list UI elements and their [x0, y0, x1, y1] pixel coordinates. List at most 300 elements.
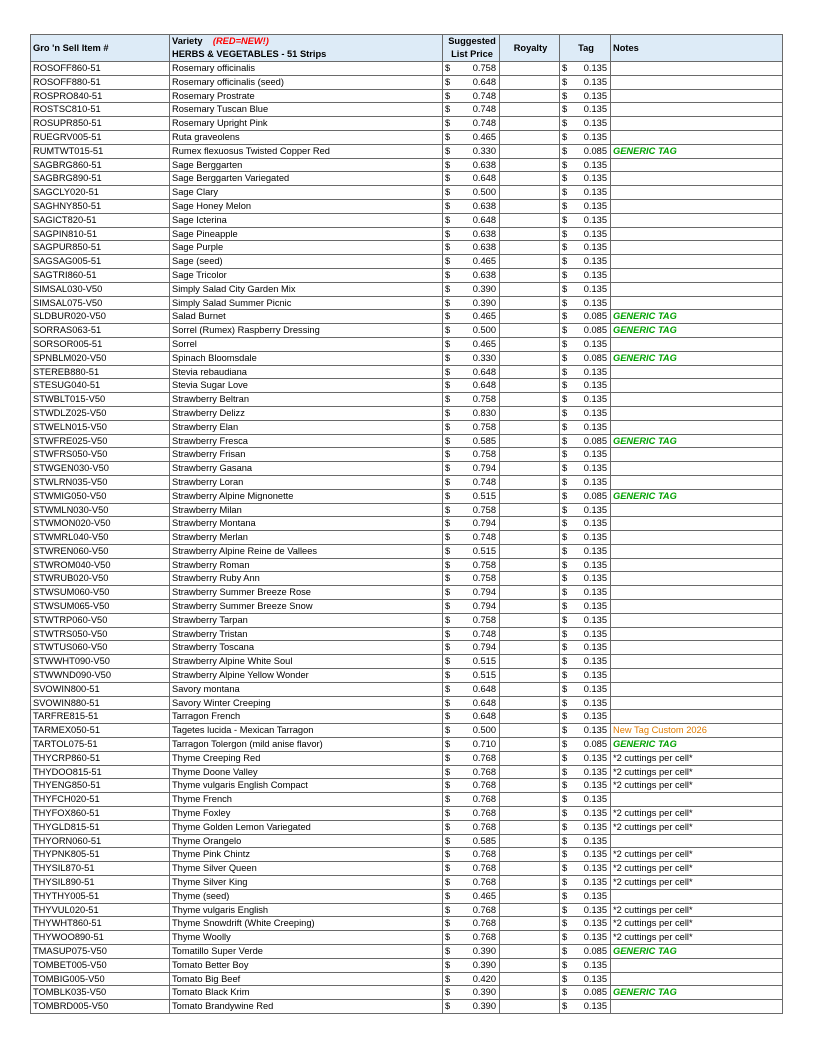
currency-symbol: $: [562, 559, 568, 570]
currency-symbol: $: [562, 821, 568, 832]
currency-symbol: $: [562, 877, 568, 888]
tag-cell: [560, 917, 611, 931]
table-row: [31, 75, 783, 89]
price-cell: [443, 779, 500, 793]
tag-value: 0.135: [583, 504, 607, 515]
currency-symbol: $: [445, 766, 451, 777]
price-cell: [443, 972, 500, 986]
item-number-cell: SPNBLM020-V50: [31, 351, 170, 365]
price-value: 0.758: [472, 504, 496, 515]
variety-cell: Sage Clary: [170, 186, 443, 200]
tag-cell: [560, 517, 611, 531]
currency-symbol: $: [445, 794, 451, 805]
variety-cell: Spinach Bloomsdale: [170, 351, 443, 365]
variety-cell: Thyme Doone Valley: [170, 765, 443, 779]
price-cell: [443, 117, 500, 131]
price-cell: [443, 531, 500, 545]
price-value: 0.330: [472, 145, 496, 156]
table-row: [31, 544, 783, 558]
royalty-cell: [500, 503, 560, 517]
currency-symbol: $: [445, 407, 451, 418]
tag-cell: [560, 420, 611, 434]
price-value: 0.500: [472, 325, 496, 336]
currency-symbol: $: [445, 131, 451, 142]
tag-cell: [560, 144, 611, 158]
price-value: 0.794: [472, 642, 496, 653]
tag-cell: [560, 475, 611, 489]
variety-cell: Strawberry Milan: [170, 503, 443, 517]
price-value: 0.768: [472, 752, 496, 763]
notes-cell: [611, 448, 783, 462]
price-value: 0.748: [472, 476, 496, 487]
variety-cell: Tomato Black Krim: [170, 986, 443, 1000]
royalty-cell: [500, 876, 560, 890]
header-price: [443, 35, 500, 62]
notes-cell: [611, 379, 783, 393]
tag-cell: [560, 227, 611, 241]
royalty-cell: [500, 669, 560, 683]
variety-cell: Rosemary officinalis (seed): [170, 75, 443, 89]
tag-cell: [560, 158, 611, 172]
price-value: 0.390: [472, 283, 496, 294]
tag-cell: [560, 779, 611, 793]
royalty-cell: [500, 296, 560, 310]
price-cell: [443, 172, 500, 186]
tag-value: 0.135: [583, 711, 607, 722]
royalty-cell: [500, 917, 560, 931]
currency-symbol: $: [562, 380, 568, 391]
table-row: [31, 379, 783, 393]
currency-symbol: $: [445, 325, 451, 336]
notes-cell: [611, 820, 783, 834]
variety-cell: Strawberry Tarpan: [170, 613, 443, 627]
item-number-cell: SVOWIN800-51: [31, 682, 170, 696]
variety-cell: Rosemary officinalis: [170, 62, 443, 76]
price-value: 0.794: [472, 587, 496, 598]
currency-symbol: $: [445, 932, 451, 943]
variety-cell: Strawberry Toscana: [170, 641, 443, 655]
price-cell: [443, 627, 500, 641]
currency-symbol: $: [562, 959, 568, 970]
table-row: [31, 144, 783, 158]
tag-value: 0.135: [583, 559, 607, 570]
tag-value: 0.135: [583, 601, 607, 612]
price-value: 0.758: [472, 449, 496, 460]
currency-symbol: $: [562, 504, 568, 515]
notes-cell: [611, 144, 783, 158]
currency-symbol: $: [445, 628, 451, 639]
price-value: 0.648: [472, 173, 496, 184]
tag-value: 0.085: [583, 946, 607, 956]
notes-cell: [611, 669, 783, 683]
notes-text: *2 cuttings per cell*: [613, 877, 693, 888]
price-cell: [443, 807, 500, 821]
royalty-cell: [500, 724, 560, 738]
price-value: 0.758: [472, 573, 496, 584]
notes-cell: [611, 462, 783, 476]
item-number-cell: TOMBLK035-V50: [31, 986, 170, 1000]
royalty-cell: [500, 641, 560, 655]
royalty-cell: [500, 158, 560, 172]
tag-value: 0.135: [583, 187, 607, 198]
table-row: [31, 586, 783, 600]
currency-symbol: $: [562, 187, 568, 198]
table-row: [31, 462, 783, 476]
notes-cell: [611, 365, 783, 379]
currency-symbol: $: [562, 283, 568, 294]
royalty-cell: [500, 889, 560, 903]
tag-value: 0.135: [583, 628, 607, 639]
currency-symbol: $: [445, 476, 451, 487]
notes-cell: [611, 213, 783, 227]
price-cell: [443, 103, 500, 117]
table-row: [31, 296, 783, 310]
price-value: 0.515: [472, 670, 496, 681]
royalty-cell: [500, 282, 560, 296]
royalty-cell: [500, 986, 560, 1000]
tag-cell: [560, 282, 611, 296]
table-row: [31, 186, 783, 200]
tag-value: 0.135: [583, 849, 607, 860]
table-row: [31, 669, 783, 683]
tag-cell: [560, 324, 611, 338]
price-cell: [443, 517, 500, 531]
table-row: [31, 489, 783, 503]
price-value: 0.648: [472, 697, 496, 708]
price-cell: [443, 324, 500, 338]
notes-cell: [611, 862, 783, 876]
tag-cell: [560, 972, 611, 986]
price-value: 0.638: [472, 159, 496, 170]
royalty-cell: [500, 945, 560, 959]
variety-cell: Sage Berggarten Variegated: [170, 172, 443, 186]
currency-symbol: $: [562, 200, 568, 211]
royalty-cell: [500, 807, 560, 821]
price-cell: [443, 889, 500, 903]
table-row: [31, 282, 783, 296]
royalty-cell: [500, 393, 560, 407]
item-number-cell: STWMLN030-V50: [31, 503, 170, 517]
price-cell: [443, 351, 500, 365]
item-number-cell: STWWND090-V50: [31, 669, 170, 683]
item-number-cell: ROSOFF880-51: [31, 75, 170, 89]
royalty-cell: [500, 462, 560, 476]
tag-cell: [560, 751, 611, 765]
table-row: [31, 848, 783, 862]
currency-symbol: $: [562, 739, 568, 750]
currency-symbol: $: [445, 739, 451, 750]
tag-value: 0.135: [583, 269, 607, 280]
price-value: 0.648: [472, 76, 496, 87]
price-cell: [443, 503, 500, 517]
tag-cell: [560, 724, 611, 738]
currency-symbol: $: [445, 435, 451, 446]
table-row: [31, 503, 783, 517]
price-cell: [443, 572, 500, 586]
price-value: 0.638: [472, 269, 496, 280]
notes-cell: [611, 724, 783, 738]
item-number-cell: SAGPUR850-51: [31, 241, 170, 255]
notes-cell: [611, 158, 783, 172]
item-number-cell: SORSOR005-51: [31, 337, 170, 351]
price-cell: [443, 144, 500, 158]
table-body: [31, 62, 783, 1014]
variety-cell: Rosemary Prostrate: [170, 89, 443, 103]
tag-cell: [560, 186, 611, 200]
item-number-cell: THYWOO890-51: [31, 931, 170, 945]
currency-symbol: $: [445, 283, 451, 294]
table-row: [31, 751, 783, 765]
currency-symbol: $: [562, 794, 568, 805]
currency-symbol: $: [562, 628, 568, 639]
price-value: 0.768: [472, 918, 496, 929]
currency-symbol: $: [562, 863, 568, 874]
price-value: 0.465: [472, 338, 496, 349]
notes-cell: [611, 89, 783, 103]
item-number-cell: TOMBIG005-V50: [31, 972, 170, 986]
tag-cell: [560, 931, 611, 945]
currency-symbol: $: [562, 449, 568, 460]
currency-symbol: $: [445, 959, 451, 970]
notes-cell: [611, 393, 783, 407]
price-cell: [443, 765, 500, 779]
notes-text: *2 cuttings per cell*: [613, 821, 693, 832]
currency-symbol: $: [562, 118, 568, 129]
royalty-cell: [500, 475, 560, 489]
notes-cell: [611, 958, 783, 972]
price-value: 0.515: [472, 545, 496, 556]
notes-text: *2 cuttings per cell*: [613, 780, 693, 791]
price-cell: [443, 296, 500, 310]
currency-symbol: $: [445, 559, 451, 570]
tag-value: 0.135: [583, 973, 607, 984]
notes-cell: [611, 186, 783, 200]
royalty-cell: [500, 103, 560, 117]
item-number-cell: THYFCH020-51: [31, 793, 170, 807]
tag-value: 0.085: [583, 739, 607, 750]
currency-symbol: $: [445, 1001, 451, 1012]
variety-cell: Savory montana: [170, 682, 443, 696]
tag-cell: [560, 807, 611, 821]
price-cell: [443, 862, 500, 876]
royalty-cell: [500, 365, 560, 379]
currency-symbol: $: [445, 532, 451, 543]
item-number-cell: STWDLZ025-V50: [31, 406, 170, 420]
currency-symbol: $: [445, 545, 451, 556]
variety-cell: Thyme Woolly: [170, 931, 443, 945]
currency-symbol: $: [445, 63, 451, 73]
notes-cell: [611, 503, 783, 517]
item-number-cell: SIMSAL030-V50: [31, 282, 170, 296]
table-row: [31, 682, 783, 696]
currency-symbol: $: [562, 325, 568, 336]
table-row: [31, 834, 783, 848]
table-row: [31, 641, 783, 655]
royalty-cell: [500, 682, 560, 696]
price-value: 0.638: [472, 200, 496, 211]
item-number-cell: STWREN060-V50: [31, 544, 170, 558]
currency-symbol: $: [445, 311, 451, 322]
notes-cell: [611, 655, 783, 669]
currency-symbol: $: [445, 656, 451, 667]
notes-cell: [611, 848, 783, 862]
price-cell: [443, 793, 500, 807]
price-cell: [443, 876, 500, 890]
tag-value: 0.135: [583, 808, 607, 819]
currency-symbol: $: [562, 904, 568, 915]
tag-value: 0.135: [583, 173, 607, 184]
currency-symbol: $: [445, 711, 451, 722]
notes-cell: [611, 310, 783, 324]
currency-symbol: $: [445, 256, 451, 267]
header-notes: Notes: [611, 35, 783, 62]
tag-cell: [560, 986, 611, 1000]
currency-symbol: $: [445, 173, 451, 184]
table-row: [31, 627, 783, 641]
tag-cell: [560, 586, 611, 600]
item-number-cell: SAGPIN810-51: [31, 227, 170, 241]
notes-cell: [611, 199, 783, 213]
price-value: 0.390: [472, 987, 496, 998]
currency-symbol: $: [562, 256, 568, 267]
item-number-cell: STWMON020-V50: [31, 517, 170, 531]
currency-symbol: $: [445, 904, 451, 915]
currency-symbol: $: [445, 987, 451, 998]
notes-cell: [611, 986, 783, 1000]
notes-cell: [611, 765, 783, 779]
variety-cell: Sorrel (Rumex) Raspberry Dressing: [170, 324, 443, 338]
notes-text: GENERIC TAG: [613, 987, 677, 998]
table-row: [31, 903, 783, 917]
table-row: [31, 337, 783, 351]
currency-symbol: $: [445, 490, 451, 501]
tag-value: 0.135: [583, 214, 607, 225]
notes-cell: [611, 613, 783, 627]
variety-cell: Sage Purple: [170, 241, 443, 255]
tag-cell: [560, 241, 611, 255]
tag-value: 0.135: [583, 863, 607, 874]
price-value: 0.768: [472, 821, 496, 832]
royalty-cell: [500, 324, 560, 338]
royalty-cell: [500, 255, 560, 269]
item-number-cell: TOMBRD005-V50: [31, 1000, 170, 1014]
currency-symbol: $: [562, 104, 568, 115]
currency-symbol: $: [445, 228, 451, 239]
price-value: 0.768: [472, 877, 496, 888]
currency-symbol: $: [562, 587, 568, 598]
item-number-cell: THYGLD815-51: [31, 820, 170, 834]
table-row: [31, 268, 783, 282]
price-value: 0.768: [472, 766, 496, 777]
tag-value: 0.135: [583, 725, 607, 736]
royalty-cell: [500, 779, 560, 793]
currency-symbol: $: [445, 269, 451, 280]
notes-cell: [611, 255, 783, 269]
royalty-cell: [500, 434, 560, 448]
variety-cell: Sage Berggarten: [170, 158, 443, 172]
price-value: 0.465: [472, 311, 496, 322]
currency-symbol: $: [562, 697, 568, 708]
variety-cell: Salad Burnet: [170, 310, 443, 324]
price-cell: [443, 820, 500, 834]
notes-cell: [611, 227, 783, 241]
notes-text: GENERIC TAG: [613, 946, 677, 956]
price-value: 0.500: [472, 187, 496, 198]
table-row: [31, 986, 783, 1000]
item-number-cell: THYFOX860-51: [31, 807, 170, 821]
tag-cell: [560, 945, 611, 959]
tag-value: 0.135: [583, 959, 607, 970]
item-number-cell: TMASUP075-V50: [31, 945, 170, 959]
tag-cell: [560, 62, 611, 76]
currency-symbol: $: [562, 683, 568, 694]
royalty-cell: [500, 75, 560, 89]
price-cell: [443, 945, 500, 959]
tag-cell: [560, 296, 611, 310]
royalty-cell: [500, 793, 560, 807]
tag-cell: [560, 738, 611, 752]
price-cell: [443, 448, 500, 462]
currency-symbol: $: [445, 200, 451, 211]
price-value: 0.758: [472, 394, 496, 405]
table-row: [31, 475, 783, 489]
royalty-cell: [500, 834, 560, 848]
variety-cell: Thyme Pink Chintz: [170, 848, 443, 862]
variety-cell: Simply Salad City Garden Mix: [170, 282, 443, 296]
price-cell: [443, 613, 500, 627]
tag-value: 0.085: [583, 311, 607, 322]
price-value: 0.794: [472, 463, 496, 474]
notes-cell: [611, 489, 783, 503]
notes-text: *2 cuttings per cell*: [613, 849, 693, 860]
notes-text: New Tag Custom 2026: [613, 725, 707, 736]
royalty-cell: [500, 738, 560, 752]
variety-cell: Tarragon Tolergon (mild anise flavor): [170, 738, 443, 752]
table-row: [31, 255, 783, 269]
table-row: [31, 62, 783, 76]
price-list-table: [30, 34, 783, 1014]
price-value: 0.794: [472, 601, 496, 612]
royalty-cell: [500, 213, 560, 227]
price-cell: [443, 241, 500, 255]
currency-symbol: $: [562, 835, 568, 846]
table-row: [31, 765, 783, 779]
item-number-cell: STWTRP060-V50: [31, 613, 170, 627]
notes-cell: [611, 558, 783, 572]
tag-value: 0.135: [583, 904, 607, 915]
variety-cell: Thyme vulgaris English: [170, 903, 443, 917]
currency-symbol: $: [562, 173, 568, 184]
table-row: [31, 406, 783, 420]
notes-cell: [611, 117, 783, 131]
royalty-cell: [500, 420, 560, 434]
currency-symbol: $: [562, 228, 568, 239]
currency-symbol: $: [445, 877, 451, 888]
royalty-cell: [500, 848, 560, 862]
notes-text: *2 cuttings per cell*: [613, 808, 693, 819]
royalty-cell: [500, 572, 560, 586]
item-number-cell: ROSPRO840-51: [31, 89, 170, 103]
notes-cell: [611, 972, 783, 986]
table-row: [31, 558, 783, 572]
item-number-cell: STWWHT090-V50: [31, 655, 170, 669]
price-value: 0.648: [472, 366, 496, 377]
royalty-cell: [500, 227, 560, 241]
price-cell: [443, 1000, 500, 1014]
royalty-cell: [500, 448, 560, 462]
variety-cell: Strawberry Fresca: [170, 434, 443, 448]
tag-cell: [560, 655, 611, 669]
